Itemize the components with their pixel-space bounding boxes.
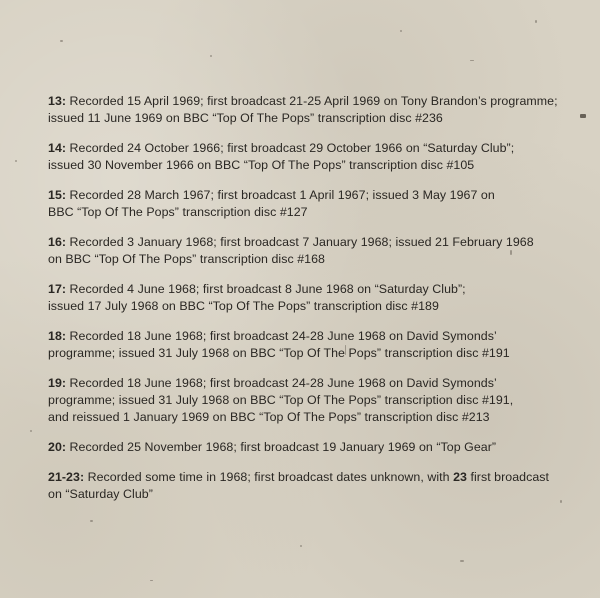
track-number: 20: bbox=[48, 440, 67, 454]
paper-speck bbox=[300, 545, 302, 547]
note-line bbox=[48, 281, 578, 298]
note-line bbox=[48, 93, 578, 110]
note-line: issued 30 November 1966 on BBC “Top Of The Pops” transcription disc #105 bbox=[48, 158, 475, 172]
paper-speck bbox=[400, 30, 402, 32]
note-line: issued 11 June 1969 on BBC “Top Of The Pops” transcription disc #236 bbox=[48, 111, 443, 125]
note-text: Recorded 28 March 1967; first broadcast 1 April 1967; issued 3 May 1967 on bbox=[66, 188, 495, 202]
note-line: BBC “Top Of The Pops” transcription disc #127 bbox=[48, 205, 308, 219]
track-number-inline: 23 bbox=[453, 470, 467, 484]
note-entry-21-23 bbox=[48, 469, 578, 503]
note-line: on “Saturday Club” bbox=[48, 487, 153, 501]
track-number: 14: bbox=[48, 141, 67, 155]
note-line bbox=[48, 469, 578, 486]
note-entry-20 bbox=[48, 439, 578, 456]
note-line bbox=[48, 328, 578, 345]
note-text: Recorded some time in 1968; first broadcast dates unknown, with bbox=[84, 470, 454, 484]
note-line bbox=[48, 234, 578, 251]
note-line: programme; issued 31 July 1968 on BBC “Top Of The Pops” transcription disc #191 bbox=[48, 346, 510, 360]
note-entry-14 bbox=[48, 140, 578, 174]
track-number: 16: bbox=[48, 235, 67, 249]
note-text: Recorded 25 November 1968; first broadcast 19 January 1969 on “Top Gear” bbox=[66, 440, 497, 454]
note-entry-15 bbox=[48, 187, 578, 221]
note-entry-17 bbox=[48, 281, 578, 315]
paper-speck bbox=[30, 430, 32, 432]
note-line: on BBC “Top Of The Pops” transcription disc #168 bbox=[48, 252, 325, 266]
track-number: 18: bbox=[48, 329, 67, 343]
paper-speck bbox=[580, 114, 586, 118]
track-number: 17: bbox=[48, 282, 67, 296]
note-line: and reissued 1 January 1969 on BBC “Top Of The Pops” transcription disc #213 bbox=[48, 410, 490, 424]
track-number: 21-23: bbox=[48, 470, 85, 484]
note-line: issued 17 July 1968 on BBC “Top Of The Pops” transcription disc #189 bbox=[48, 299, 439, 313]
note-line bbox=[48, 140, 578, 157]
paper-speck bbox=[210, 55, 212, 57]
note-text: Recorded 3 January 1968; first broadcast 7 January 1968; issued 21 February 1968 bbox=[66, 235, 534, 249]
paper-speck bbox=[460, 560, 464, 562]
paper-speck bbox=[535, 20, 537, 23]
note-entry-19 bbox=[48, 375, 578, 426]
paper-speck bbox=[150, 580, 153, 581]
track-number: 13: bbox=[48, 94, 67, 108]
track-number: 15: bbox=[48, 188, 67, 202]
note-line bbox=[48, 375, 578, 392]
recording-notes bbox=[48, 93, 578, 516]
note-line bbox=[48, 439, 578, 456]
paper-speck bbox=[15, 160, 17, 162]
paper-speck bbox=[90, 520, 93, 522]
paper-speck bbox=[470, 60, 474, 61]
paper-speck bbox=[60, 40, 63, 42]
note-entry-16 bbox=[48, 234, 578, 268]
note-line bbox=[48, 187, 578, 204]
note-text: Recorded 24 October 1966; first broadcast 29 October 1966 on “Saturday Club”; bbox=[66, 141, 515, 155]
note-line: programme; issued 31 July 1968 on BBC “Top Of The Pops” transcription disc #191, bbox=[48, 393, 514, 407]
note-text: Recorded 15 April 1969; first broadcast 21-25 April 1969 on Tony Brandon’s programme; bbox=[66, 94, 558, 108]
note-text: Recorded 18 June 1968; first broadcast 24-28 June 1968 on David Symonds’ bbox=[66, 329, 497, 343]
note-text: Recorded 18 June 1968; first broadcast 24-28 June 1968 on David Symonds’ bbox=[66, 376, 497, 390]
note-entry-18 bbox=[48, 328, 578, 362]
note-text: first broadcast bbox=[466, 470, 550, 484]
note-entry-13 bbox=[48, 93, 578, 127]
note-text: Recorded 4 June 1968; first broadcast 8 June 1968 on “Saturday Club”; bbox=[66, 282, 466, 296]
track-number: 19: bbox=[48, 376, 67, 390]
